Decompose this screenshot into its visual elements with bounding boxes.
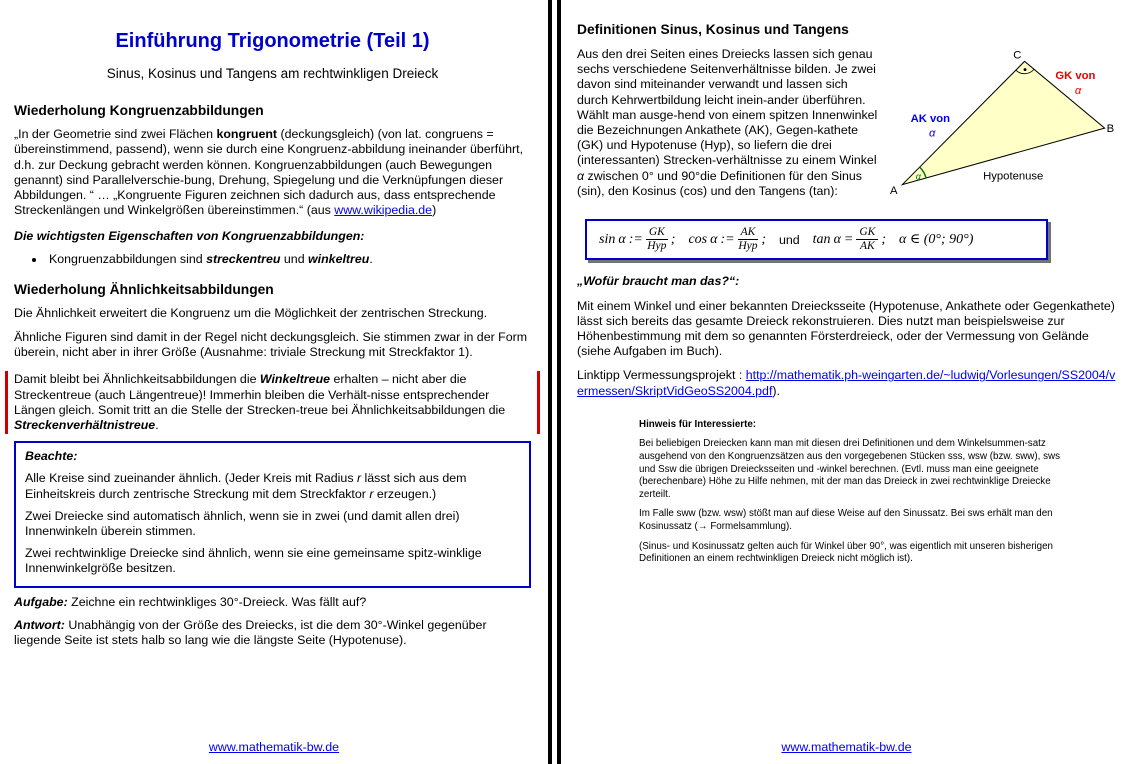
text-segment: (deckungsgleich) (von lat. congruens = übereinstimmend, passend), wenn sie durch eine Kongruenz-abbildung ineinander überführt, d.h. zur Deckung gebracht werden können. Kongruenzabbildungen (auch Bewegungen genannt) sind Parallelverschie-bung, Drehung, Spiegelung und die Verknüpfungen dieser Abbildungen. “ … „Kongruente Figuren zeichnen sich dadurch aus, dass entsprechende Streckenlängen und Winkelgrößen übereinstimmen.“ (aus: [14, 127, 524, 218]
text-segment: Aus den drei Seiten eines Dreiecks lassen sich genau sechs verschiedene Seitenverhältnisse bilden. Je zwei davon sind miteinander verwandt und lassen sich durch Kehrwertbildung leicht inein-ander überführen. Wählt man ausge-hend von einem spitzen Innenwinkel die Bezeichnungen Ankathete (AK), Gegen-kathete (GK) und Hypotenuse (Hyp), so liefern die drei (interessanten) Strecken-verhältnisse zu einem Winkel: [577, 47, 878, 168]
beachte-heading: Beachte:: [25, 449, 78, 464]
link[interactable]: http://mathematik.ph-weingarten.de/~ludwig/Vorlesungen/SS2004/vermessen/SkriptVidGeoSS2004.pdf: [577, 368, 1116, 398]
paragraph-linktipp: [577, 368, 1118, 398]
bullet-list: [46, 252, 531, 267]
text-segment: r: [369, 486, 374, 501]
triangle-figure: [890, 47, 1118, 201]
alpha-symbol: α: [833, 231, 841, 247]
page-footer-left: [0, 740, 548, 754]
hinweis-paragraph-1: Bei beliebigen Dreiecken kann man mit diesen drei Definitionen und dem Winkelsummen-satz ausgehend von den Kongruenzsätzen aus den vorgegebenen Stücken sss, wsw (bzw. sww), sws und Ssw die übrigen Dreiecksseiten und -winkel berechnen. (Evtl. muss man eine geeignete (berechenbare) Höhe zu Hilfe nehmen, mit der man das Dreieck in zwei rechtwinklige Dreiecke zerteilt.: [639, 438, 1060, 500]
operator: :=: [720, 231, 735, 247]
text-segment: .: [369, 251, 373, 266]
text-segment: ).: [772, 383, 780, 398]
heading-wofuer: „Wofür braucht man das?“:: [577, 274, 740, 289]
gk-side-label: GK von: [1055, 69, 1096, 82]
alpha-symbol: α: [618, 231, 626, 247]
text-segment: Streckenverhältnistreue: [14, 418, 156, 433]
text-segment: winkeltreu: [308, 251, 370, 266]
footer-link[interactable]: www.mathematik-bw.de: [781, 740, 912, 754]
text-segment: Winkeltreue: [259, 372, 331, 387]
formula-sin: [599, 226, 675, 253]
bullet-item-streckentreu: [46, 252, 531, 267]
paragraph-winkeltreue: [14, 372, 531, 433]
beachte-paragraph-dreiecke: Zwei Dreiecke sind automatisch ähnlich, wenn sie in zwei (und damit allen drei) Innenwinkeln überein stimmen.: [25, 508, 460, 539]
vertex-b-label: B: [1106, 123, 1115, 136]
text-segment: Alle Kreise sind zueinander ähnlich. (Jeder Kreis mit Radius: [25, 471, 357, 486]
fn-cos: cos: [688, 231, 708, 247]
paragraph-aufgabe: [14, 595, 531, 610]
text-segment: kongruent: [216, 127, 278, 142]
page-subtitle: Sinus, Kosinus und Tangens am rechtwinkligen Dreieck: [106, 66, 439, 81]
intro-section: [577, 47, 1118, 207]
text-segment: .: [155, 418, 159, 433]
gk-alpha-label: α: [1074, 85, 1082, 98]
right-angle-dot: [1024, 68, 1027, 71]
hinweis-section: [639, 419, 1079, 566]
heading-definitionen: Definitionen Sinus, Kosinus und Tangens: [577, 22, 849, 37]
separator: ;: [670, 231, 676, 247]
separator: ;: [761, 231, 766, 247]
ak-side-label: AK von: [910, 112, 951, 125]
text-segment: ): [432, 203, 437, 218]
text-segment: α: [577, 168, 585, 183]
beachte-box: [14, 441, 531, 587]
formula-cos: [688, 226, 766, 253]
text-segment: r: [356, 471, 362, 486]
operator: =: [843, 231, 854, 247]
paragraph-aehnlichkeit-2: Ähnliche Figuren sind damit in der Regel nicht deckungsgleich. Sie stimmen zwar in der Form überein, nicht aber in ihrer Größe (Ausnahme: triviale Streckung mit Streckfaktor 1).: [14, 330, 528, 360]
paragraph-wofuer: Mit einem Winkel und einer bekannten Dreiecksseite (Hypotenuse, Ankathete oder Gegenkathete) lässt sich bereits das gesamte Dreieck rekonstruieren. Dies nutzt man beispielsweise zur Höhenbestimmung mit dem so genannten Försterdreieck, oder der Vermessung von Gelände (siehe Aufgaben im Buch).: [577, 298, 1115, 359]
formula-domain: α ∈ (0°; 90°): [899, 232, 974, 248]
text-segment: Aufgabe:: [14, 594, 68, 609]
revision-marked-note: [5, 371, 540, 434]
heading-aehnlichkeitsabbildungen: Wiederholung Ähnlichkeitsabbildungen: [14, 281, 274, 297]
page-footer-right: [561, 740, 1132, 754]
heading-eigenschaften: Die wichtigsten Eigenschaften von Kongruenzabbildungen:: [14, 229, 365, 244]
beachte-paragraph-kreise: [25, 471, 520, 501]
hinweis-paragraph-3: (Sinus- und Kosinussatz gelten auch für Winkel über 90°, was eigentlich mit unseren bisherigen Definitionen an einem rechtwinkligen Dreieck nicht möglich ist).: [639, 540, 1053, 565]
ak-alpha-label: α: [929, 127, 936, 140]
formula-box: [585, 219, 1048, 260]
text-segment: „In der Geometrie sind zwei Flächen: [14, 127, 217, 142]
paragraph-antwort: [14, 618, 531, 648]
page-divider-line: [548, 0, 561, 764]
text-segment: Linktipp Vermessungsprojekt :: [577, 368, 746, 383]
hinweis-heading: Hinweis für Interessierte:: [639, 418, 757, 430]
link[interactable]: www.wikipedia.de: [334, 203, 433, 218]
text-segment: erzeugen.): [373, 486, 437, 501]
beachte-paragraph-rechtwinklig: Zwei rechtwinklige Dreiecke sind ähnlich, wenn sie eine gemeinsame spitz-winklige Innenwinkelgröße besitzen.: [25, 546, 482, 576]
footer-link[interactable]: www.mathematik-bw.de: [208, 740, 340, 754]
page-right: [561, 0, 1132, 764]
hypotenuse-label: Hypotenuse: [983, 170, 1044, 183]
operator: :=: [628, 231, 643, 247]
vertex-a-label: A: [890, 184, 898, 197]
formula-conjunction: und: [778, 232, 800, 247]
text-segment: Damit bleibt bei Ähnlichkeitsabbildungen die: [14, 372, 260, 387]
formula-tan: [813, 226, 886, 253]
alpha-at-vertex-a: α: [915, 171, 921, 182]
text-segment: streckentreu: [206, 251, 281, 266]
fraction-gk-hyp: $\frac{GK}{\text{Hyp}}$: [647, 226, 667, 253]
vertex-c-label: C: [1013, 49, 1022, 62]
fn-sin: sin: [599, 231, 616, 247]
text-segment: zwischen 0° und 90°die Definitionen für den Sinus (sin), den Kosinus (cos) und den Tangens (tan):: [577, 168, 862, 198]
page-title: Einführung Trigonometrie (Teil 1): [115, 30, 430, 52]
separator: ;: [881, 231, 887, 247]
text-segment: Kongruenzabbildungen sind: [49, 251, 207, 266]
paragraph-aehnlichkeit-1: Die Ähnlichkeit erweitert die Kongruenz um die Möglichkeit der zentrischen Streckung.: [14, 305, 488, 320]
alpha-symbol: α: [710, 231, 718, 247]
fraction-ak-hyp: $\frac{AK}{\text{Hyp}}$: [738, 226, 758, 253]
hinweis-paragraph-2: Im Falle sww (bzw. wsw) stößt man auf diese Weise auf den Sinussatz. Bei sws erhält man den Kosinussatz (→ Formelsammlung).: [639, 508, 1053, 533]
text-segment: Zeichne ein rechtwinkliges 30°-Dreieck. Was fällt auf?: [67, 594, 367, 609]
page-left: [0, 0, 548, 764]
text-segment: lässt sich aus dem Einheitskreis durch zentrische Streckung mit dem Streckfaktor: [25, 471, 467, 501]
fraction-gk-ak: $\frac{GK}{AK}$: [856, 226, 878, 253]
text-segment: und: [280, 251, 309, 266]
heading-kongruenzabbildungen: Wiederholung Kongruenzabbildungen: [14, 103, 264, 119]
text-segment: Unabhängig von der Größe des Dreiecks, ist die dem 30°-Winkel gegenüber liegende Seite ist stets halb so lang wie die längste Seite (Hypotenuse).: [14, 617, 487, 648]
paragraph-kongruenz-zitat: [14, 127, 531, 218]
text-segment: erhalten – nicht aber die Streckentreue (auch Längentreue)! Immerhin bleiben die Verhält-nisse entsprechender Längen gleich. Somit tritt an die Stelle der Strecken-treue bei Ähnlichkeitsabbildungen die: [14, 372, 506, 417]
fn-tan: tan: [812, 231, 831, 247]
text-segment: Antwort:: [14, 617, 65, 632]
